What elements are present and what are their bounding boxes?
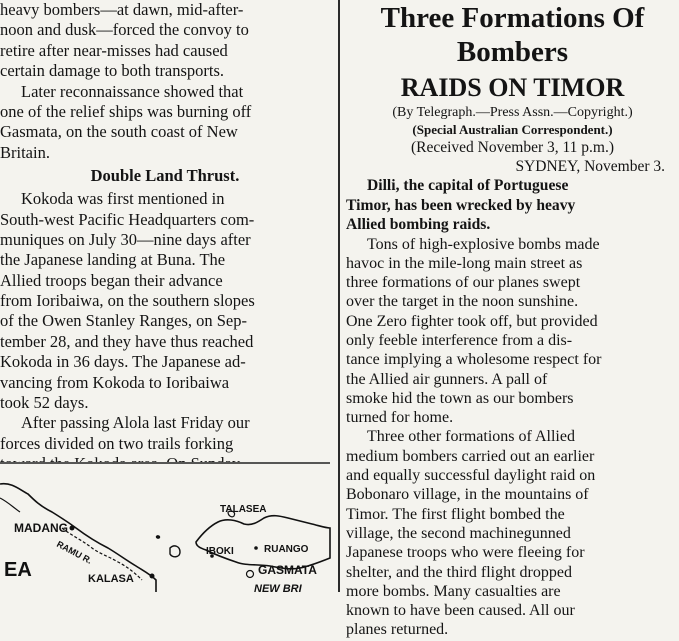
text-line: South-west Pacific Headquarters com- <box>0 209 255 229</box>
received-line: (Received November 3, 11 p.m.) <box>410 139 614 156</box>
dateline: SYDNEY, November 3. <box>515 158 665 175</box>
label-sea: EA <box>4 559 32 581</box>
text-line: havoc in the mile-long main street as <box>346 254 583 272</box>
text-line: known to have been caused. All our <box>346 602 575 620</box>
text-line: one of the relief ships was burning off <box>0 101 252 121</box>
text-line: Bobonaro village, in the mountains of <box>346 486 589 504</box>
text-line: more bombs. Many casualties are <box>346 582 561 600</box>
text-line: retire after near-misses had caused <box>0 40 228 60</box>
text-line: Allied troops began their advance <box>0 270 223 290</box>
headline-line-2: Bombers <box>456 36 569 68</box>
text-line: the Japanese landing at Buna. The <box>0 250 226 270</box>
label-kalasa: KALASA <box>88 573 134 585</box>
reconnaissance-paragraph <box>0 82 330 164</box>
text-line: shelter, and the third flight dropped <box>346 563 572 581</box>
subheading-double-land-thrust: Double Land Thrust. <box>90 166 240 186</box>
text-line: heavy bombers—at dawn, mid-after- <box>0 0 244 19</box>
correspondent-line: (Special Australian Correspondent.) <box>412 122 613 137</box>
text-line: planes returned. <box>346 621 449 639</box>
label-madang: MADANG <box>14 521 68 535</box>
text-line: Allied bombing raids. <box>346 216 491 233</box>
text-line: Kokoda was first mentioned in <box>21 189 225 209</box>
text-line: and equally successful daylight raid on <box>346 467 596 485</box>
label-ruango: RUANGO <box>264 544 309 555</box>
text-line: noon and dusk—forced the convoy to <box>0 20 249 40</box>
dilli-raid-paragraph <box>346 235 679 428</box>
text-line: Timor. The first flight bombed the <box>346 505 565 523</box>
left-article-column <box>0 0 330 595</box>
text-line: village, the second machinegunned <box>346 524 571 542</box>
text-line: Britain. <box>0 142 50 162</box>
text-line: turned for home. <box>346 409 454 427</box>
bobonaro-raid-paragraph <box>346 427 679 639</box>
new-guinea-map <box>0 462 330 595</box>
label-ramu: RAMU R. <box>55 538 94 566</box>
text-line: muniques on July 30—nine days after <box>0 229 251 249</box>
text-line: Gasmata, on the south coast of New <box>0 122 238 142</box>
text-line: Later reconnaissance showed that <box>21 81 244 101</box>
text-line: only feeble interference from a dis- <box>346 331 573 349</box>
label-new-britain: NEW BRI <box>254 583 302 595</box>
text-line: After passing Alola last Friday our <box>21 413 250 433</box>
text-line: Three other formations of Allied <box>367 428 575 446</box>
text-line: Timor, has been wrecked by heavy <box>346 196 576 214</box>
kokoda-paragraph <box>0 189 330 413</box>
right-article-column <box>346 0 679 639</box>
text-line: tember 28, and they have thus reached <box>0 331 254 351</box>
text-line: smoke hid the town as our bombers <box>346 389 574 407</box>
text-line: tance implying a wholesome respect for <box>346 351 602 369</box>
text-line: the Allied air gunners. A pall of <box>346 370 548 388</box>
subheadline: RAIDS ON TIMOR <box>400 73 625 102</box>
text-line: certain damage to both transports. <box>0 61 225 81</box>
column-divider <box>338 0 340 592</box>
headline-line-1: Three Formations Of <box>380 2 645 34</box>
text-line: forces divided on two trails forking <box>0 433 234 453</box>
intro-paragraph <box>0 0 330 82</box>
text-line: took 52 days. <box>0 393 89 413</box>
text-line: of the Owen Stanley Ranges, on Sep- <box>0 311 247 331</box>
text-line: vancing from Kokoda to Ioribaiwa <box>0 372 230 392</box>
label-gasmata: GASMATA <box>258 563 317 577</box>
text-line: over the target in the noon sunshine. <box>346 293 579 311</box>
text-line: Kokoda in 36 days. The Japanese ad- <box>0 352 246 372</box>
text-line: Tons of high-explosive bombs made <box>367 235 600 253</box>
map-drawing <box>0 462 330 595</box>
text-line: Japanese troops who were fleeing for <box>346 544 585 562</box>
label-talasea: TALASEA <box>220 504 267 515</box>
text-line: three formations of our planes swept <box>346 274 581 292</box>
text-line: One Zero fighter took off, but provided <box>346 312 598 330</box>
lede-paragraph <box>346 176 679 235</box>
text-line: medium bombers carried out an earlier <box>346 447 595 465</box>
text-line: Dilli, the capital of Portuguese <box>367 177 569 194</box>
credit-line: (By Telegraph.—Press Assn.—Copyright.) <box>392 105 633 120</box>
label-iboki: IBOKI <box>206 546 234 557</box>
text-line: from Ioribaiwa, on the southern slopes <box>0 291 255 311</box>
